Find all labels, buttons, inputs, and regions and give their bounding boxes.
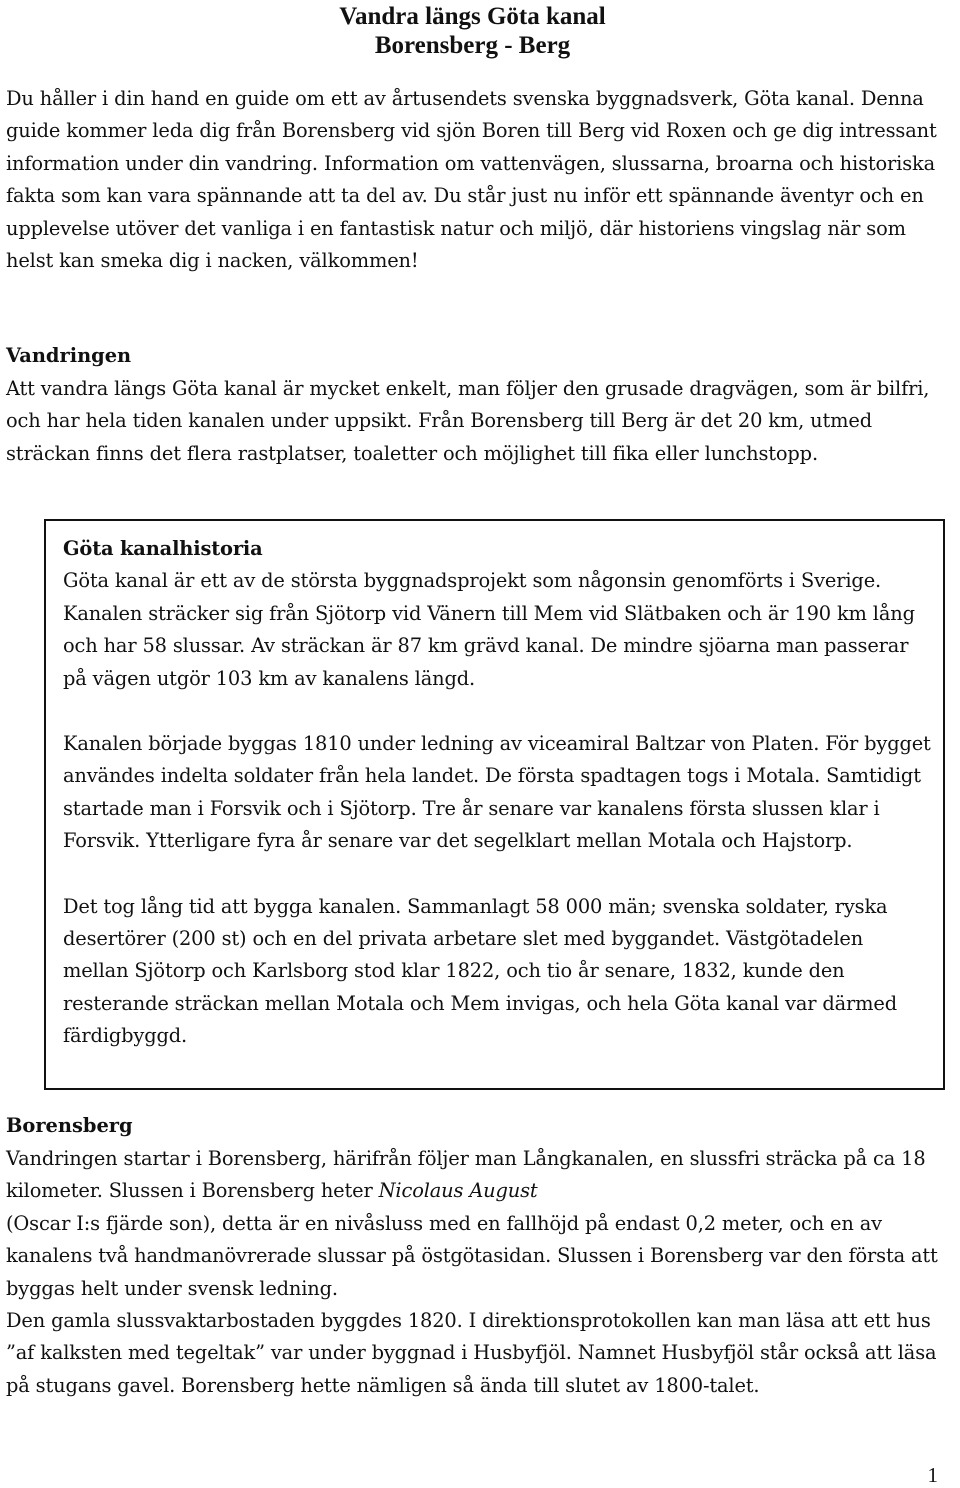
paragraph-gap (63, 858, 933, 891)
section-heading-vandringen: Vandringen (6, 344, 132, 367)
page-number: 1 (927, 1463, 938, 1487)
intro-paragraph: Du håller i din hand en guide om ett av årtusendets svenska byggnadsverk, Göta kanal. Denna guide kommer leda dig från Borensberg vid sjön Boren till Berg vid Roxen och ge dig intressant information under din vandring. Information om vattenvägen, slussarna, broarna och historiska fakta som kan vara spännande att ta del av. Du står just nu inför ett spännande äventyr och en upplevelse utöver det vanliga i en fantastisk natur och miljö, där historiens vingslag när som helst kan smeka dig i nacken, välkommen! (6, 87, 937, 273)
borensberg-paragraph-2: Den gamla slussvaktarbostaden byggdes 1820. I direktionsprotokollen kan man läsa att ett hus ”af kalksten med tegeltak” var under byggnad i Husbyfjöl. Namnet Husbyfjöl står också att läsa på stugans gavel. Borensberg hette nämligen så ända till slutet av 1800-talet. (6, 1309, 937, 1397)
title-line-1: Vandra längs Göta kanal (339, 3, 606, 30)
history-paragraph-1: Göta kanal är ett av de största byggnadsprojekt som någonsin genomförts i Sverige. Kanalen sträcker sig från Sjötorp vid Vänern till Mem vid Slätbaken och är 190 km lång och har 58 slussar. Av sträckan är 87 km grävd kanal. De mindre sjöarna man passerar på vägen utgör 103 km av kanalens längd. (63, 569, 915, 690)
history-content (63, 533, 933, 1053)
borensberg-paragraph-1 (6, 1143, 941, 1305)
borensberg-text-2: (Oscar I:s fjärde son), detta är en nivåsluss med en fallhöjd på endast 0,2 meter, och en av kanalens två handmanövrerade slussar på östgötasidan. Slussen i Borensberg var den första att byggas helt under svensk ledning. (6, 1211, 938, 1300)
history-heading: Göta kanalhistoria (63, 537, 263, 560)
history-box (44, 519, 945, 1090)
lock-name: Nicolaus August (378, 1179, 538, 1203)
section-heading-borensberg: Borensberg (6, 1114, 133, 1137)
borensberg-section (6, 1143, 941, 1402)
history-paragraph-2: Kanalen började byggas 1810 under ledning av viceamiral Baltzar von Platen. För bygget användes indelta soldater från hela landet. De första spadtagen togs i Motala. Samtidigt startade man i Forsvik och i Sjötorp. Tre år senare var kanalens första slussen klar i Forsvik. Ytterligare fyra år senare var det segelklart mellan Motala och Hajstorp. (63, 732, 931, 853)
paragraph-gap (63, 695, 933, 728)
vandringen-paragraph: Att vandra längs Göta kanal är mycket enkelt, man följer den grusade dragvägen, som är bilfri, och har hela tiden kanalen under uppsikt. Från Borensberg till Berg är det 20 km, utmed sträckan finns det flera rastplatser, toaletter och möjlighet till fika eller lunchstopp. (6, 377, 930, 465)
document-title (0, 2, 945, 60)
borensberg-text-1: Vandringen startar i Borensberg, härifrån följer man Långkanalen, en slussfri sträcka på ca 18 kilometer. Slussen i Borensberg heter (6, 1147, 926, 1203)
title-line-2: Borensberg - Berg (374, 32, 571, 59)
history-paragraph-3: Det tog lång tid att bygga kanalen. Sammanlagt 58 000 män; svenska soldater, ryska desertörer (200 st) och en del privata arbetare slet med byggandet. Västgötadelen mellan Sjötorp och Karlsborg stod klar 1822, och tio år senare, 1832, kunde den resterande sträckan mellan Motala och Mem invigas, och hela Göta kanal var därmed färdigbyggd. (63, 894, 897, 1048)
